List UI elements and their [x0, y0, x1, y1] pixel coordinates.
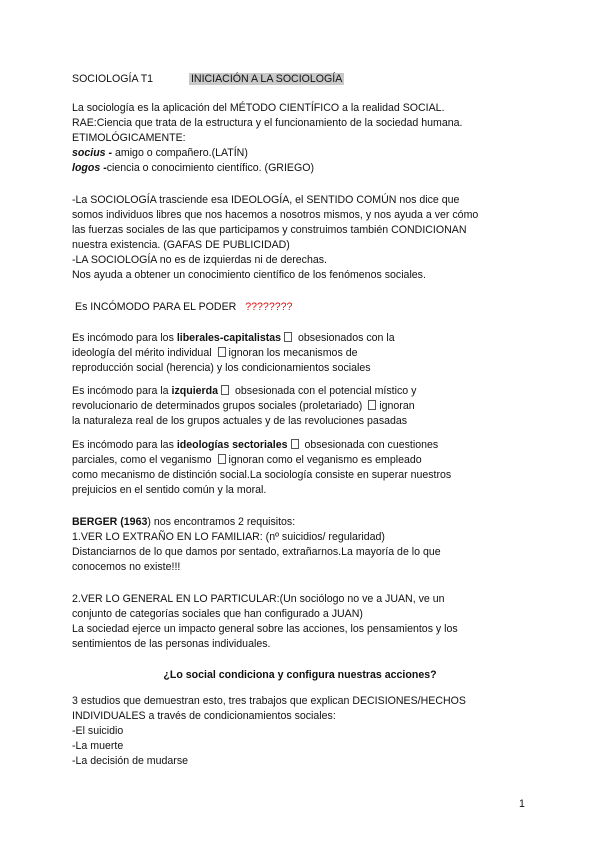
p3-line-3: como mecanismo de distinción social.La sociología consiste en superar nuestros	[72, 469, 452, 481]
list-item: -La muerte	[72, 740, 124, 752]
studies-line-2: INDIVIDUALES a través de condicionamientos sociales:	[72, 710, 336, 722]
socius-meaning: amigo o compañero.(LATÍN)	[112, 147, 248, 159]
logos-definition	[72, 161, 314, 175]
uncomfortable-heading-text: Es INCÓMODO PARA EL PODER	[75, 301, 237, 313]
arrow-box-icon	[284, 332, 292, 342]
requirement-1: 1.VER LO EXTRAÑO EN LO FAMILIAR: (nº suicidios/ regularidad)	[72, 531, 385, 543]
p1-line-2	[72, 346, 357, 360]
p3-bold: ideologías sectoriales	[176, 439, 288, 451]
uncomfortable-heading	[75, 300, 292, 314]
ideology-line-6: Nos ayuda a obtener un conocimiento científico de los fenómenos sociales.	[72, 269, 426, 281]
p2-text-a: Es incómodo para la	[72, 385, 172, 397]
arrow-box-icon	[218, 347, 226, 357]
studies-line-1: 3 estudios que demuestran esto, tres trabajos que explican DECISIONES/HECHOS	[72, 695, 466, 707]
requirement-1-line-2: Distanciarnos de lo que damos por sentado, extrañarnos.La mayoría de lo que	[72, 546, 441, 558]
berger-name: BERGER (1963	[72, 516, 148, 528]
ideology-line-5: -LA SOCIOLOGÍA no es de izquierdas ni de derechas.	[72, 254, 327, 266]
p2-text-l2a: revolucionario de determinados grupos sociales (proletariado)	[72, 400, 366, 412]
p2-line-2	[72, 399, 415, 413]
intro-line-1: La sociología es la aplicación del MÉTODO CIENTÍFICO a la realidad SOCIAL.	[72, 102, 445, 114]
berger-rest: ) nos encontramos 2 requisitos:	[147, 516, 296, 528]
requirement-1-line-3: conocemos no existe!!!	[72, 561, 181, 573]
logos-meaning: ciencia o conocimiento científico. (GRIEGO)	[106, 162, 314, 174]
ideology-line-3: las fuerzas sociales de las que participamos y construimos también CONDICIONAN	[72, 224, 467, 236]
p1-line-1	[72, 331, 395, 345]
intro-line-2: RAE:Ciencia que trata de la estructura y el funcionamiento de la sociedad humana.	[72, 117, 463, 129]
arrow-box-icon	[291, 439, 299, 449]
arrow-box-icon	[368, 400, 376, 410]
p1-line-3: reproducción social (herencia) y los condicionamientos sociales	[72, 362, 371, 374]
berger-line	[72, 515, 295, 529]
requirement-2-line-2: conjunto de categorías sociales que han configurado a JUAN)	[72, 608, 363, 620]
requirement-2-line-3: La sociedad ejerce un impacto general sobre las acciones, los pensamientos y los	[72, 623, 458, 635]
topic-title: INICIACIÓN A LA SOCIOLOGÍA	[190, 73, 343, 85]
logos-term: logos -	[72, 162, 107, 174]
p3-text-c: obsesionada con cuestiones	[301, 439, 439, 451]
p3-text-a: Es incómodo para las	[72, 439, 177, 451]
p3-text-l2b: ignoran como el veganismo es empleado	[228, 454, 422, 466]
p3-line-1	[72, 438, 438, 452]
p1-text-l2b: ignoran los mecanismos de	[228, 347, 358, 359]
requirement-2-line-4: sentimientos de las personas individuales.	[72, 638, 271, 650]
requirement-2: 2.VER LO GENERAL EN LO PARTICULAR:(Un sociólogo no ve a JUAN, ve un	[72, 593, 445, 605]
arrow-box-icon	[218, 454, 226, 464]
header-line	[72, 72, 344, 86]
socius-term: socius -	[72, 147, 113, 159]
ideology-line-2: somos individuos libres que nos hacemos a nosotros mismos, y nos ayuda a ver cómo	[72, 209, 479, 221]
course-title: SOCIOLOGÍA T1	[72, 73, 154, 85]
p1-bold: liberales-capitalistas	[176, 332, 282, 344]
arrow-box-icon	[221, 385, 229, 395]
list-item: -El suicidio	[72, 725, 124, 737]
p2-text-l2b: ignoran	[379, 400, 415, 412]
ideology-line-4: nuestra existencia. (GAFAS DE PUBLICIDAD)	[72, 239, 290, 251]
p3-text-l2a: parciales, como el veganismo	[72, 454, 215, 466]
p1-text-l2a: ideología del mérito individual	[72, 347, 215, 359]
p2-line-1	[72, 384, 416, 398]
socius-definition	[72, 146, 248, 160]
question-marks: ????????	[245, 301, 293, 313]
list-item: -La decisión de mudarse	[72, 755, 189, 767]
p3-line-4: prejuicios en el sentido común y la moral.	[72, 484, 267, 496]
p3-line-2	[72, 453, 422, 467]
p2-text-c: obsesionada con el potencial místico y	[232, 385, 417, 397]
section-question: ¿Lo social condiciona y configura nuestras acciones?	[163, 669, 437, 681]
p2-bold: izquierda	[171, 385, 219, 397]
p1-text-c: obsesionados con la	[295, 332, 395, 344]
intro-line-3: ETIMOLÓGICAMENTE:	[72, 132, 186, 144]
page-number: 1	[519, 798, 525, 810]
p2-line-3: la naturaleza real de los grupos actuales y de las revoluciones pasadas	[72, 415, 408, 427]
p1-text-a: Es incómodo para los	[72, 332, 177, 344]
ideology-line-1: -La SOCIOLOGÍA trasciende esa IDEOLOGÍA, el SENTIDO COMÚN nos dice que	[72, 194, 460, 206]
